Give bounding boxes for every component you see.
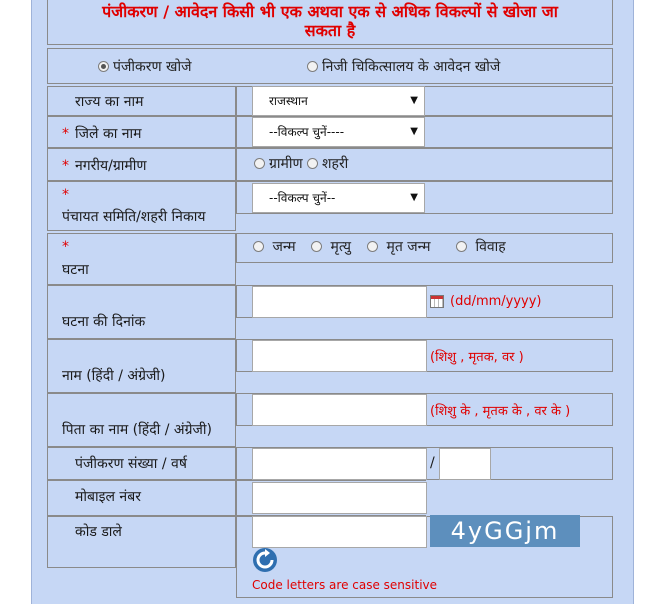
panchayat-label: पंचायत समिति/शहरी निकाय xyxy=(62,209,206,225)
form-title-line2: सकता है xyxy=(304,21,356,40)
district-select[interactable] xyxy=(252,117,425,147)
radio-unselected-icon[interactable] xyxy=(307,61,318,72)
radio-event-death[interactable] xyxy=(311,237,351,256)
radio-label-rural: ग्रामीण xyxy=(269,156,303,172)
radio-area-rural[interactable] xyxy=(254,154,303,173)
required-marker: * xyxy=(62,187,69,203)
father-name-label: पिता का नाम (हिंदी / अंग्रेजी) xyxy=(62,422,212,438)
code-input[interactable] xyxy=(252,516,427,548)
radio-unselected-icon[interactable] xyxy=(456,241,467,252)
reg-year-input[interactable] xyxy=(439,448,491,480)
chevron-down-icon: ▼ xyxy=(410,95,418,106)
area-label-wrap xyxy=(62,156,146,175)
panchayat-select-value: --विकल्प चुनें-- xyxy=(269,191,336,205)
event-date-hint: (dd/mm/yyyy) xyxy=(450,294,542,309)
name-input[interactable] xyxy=(252,340,427,372)
event-date-label: घटना की दिनांक xyxy=(62,314,146,330)
chevron-down-icon: ▼ xyxy=(410,126,418,137)
radio-label-urban: शहरी xyxy=(322,156,349,172)
code-case-note: Code letters are case sensitive xyxy=(252,578,438,592)
state-select[interactable] xyxy=(252,86,425,116)
radio-unselected-icon[interactable] xyxy=(367,241,378,252)
state-select-value: राजस्थान xyxy=(269,94,308,108)
district-label: जिले का नाम xyxy=(75,126,142,142)
radio-label-registration: पंजीकरण खोजे xyxy=(113,59,192,75)
radio-label-birth: जन्म xyxy=(272,239,296,255)
required-marker: * xyxy=(62,158,69,174)
district-label-wrap xyxy=(62,124,142,143)
mobile-input[interactable] xyxy=(252,482,427,514)
reg-number-input[interactable] xyxy=(252,448,427,480)
radio-unselected-icon[interactable] xyxy=(307,158,318,169)
reg-no-separator: / xyxy=(430,455,435,471)
form-title-line1: पंजीकरण / आवेदन किसी भी एक अथवा एक से अधिक विकल्पों से खोजा जा xyxy=(102,2,558,21)
calendar-icon[interactable] xyxy=(430,295,444,308)
radio-label-hospital: निजी चिकित्सालय के आवेदन खोजे xyxy=(322,59,501,75)
captcha-image: 4yGGjm xyxy=(430,515,580,547)
father-name-input[interactable] xyxy=(252,394,427,426)
mobile-label: मोबाइल नंबर xyxy=(75,489,141,505)
panchayat-select[interactable] xyxy=(252,183,425,213)
refresh-icon[interactable] xyxy=(252,547,278,573)
event-date-input[interactable] xyxy=(252,286,427,318)
radio-search-registration[interactable] xyxy=(98,57,191,76)
radio-label-death: मृत्यु xyxy=(330,239,352,255)
event-label: घटना xyxy=(62,262,89,278)
state-label: राज्य का नाम xyxy=(75,94,144,110)
father-name-hint: (शिशु के , मृतक के , वर के ) xyxy=(430,404,571,419)
radio-event-birth[interactable] xyxy=(253,237,296,256)
radio-unselected-icon[interactable] xyxy=(253,241,264,252)
reg-no-label: पंजीकरण संख्या / वर्ष xyxy=(75,456,187,472)
district-select-value: --विकल्प चुनें---- xyxy=(269,125,345,139)
form-title xyxy=(47,0,613,45)
radio-event-stillbirth[interactable] xyxy=(367,237,430,256)
radio-area-urban[interactable] xyxy=(307,154,348,173)
name-label: नाम (हिंदी / अंग्रेजी) xyxy=(62,368,166,384)
code-label: कोड डाले xyxy=(75,524,122,540)
radio-label-stillbirth: मृत जन्म xyxy=(386,239,431,255)
radio-event-marriage[interactable] xyxy=(456,237,506,256)
radio-unselected-icon[interactable] xyxy=(311,241,322,252)
radio-selected-icon[interactable] xyxy=(98,61,109,72)
chevron-down-icon: ▼ xyxy=(410,192,418,203)
required-marker: * xyxy=(62,239,69,255)
area-label: नगरीय/ग्रामीण xyxy=(75,158,147,174)
radio-label-marriage: विवाह xyxy=(475,239,506,255)
required-marker: * xyxy=(62,126,69,142)
name-hint: (शिशु , मृतक, वर ) xyxy=(430,350,524,365)
radio-search-hospital[interactable] xyxy=(307,57,500,76)
radio-unselected-icon[interactable] xyxy=(254,158,265,169)
